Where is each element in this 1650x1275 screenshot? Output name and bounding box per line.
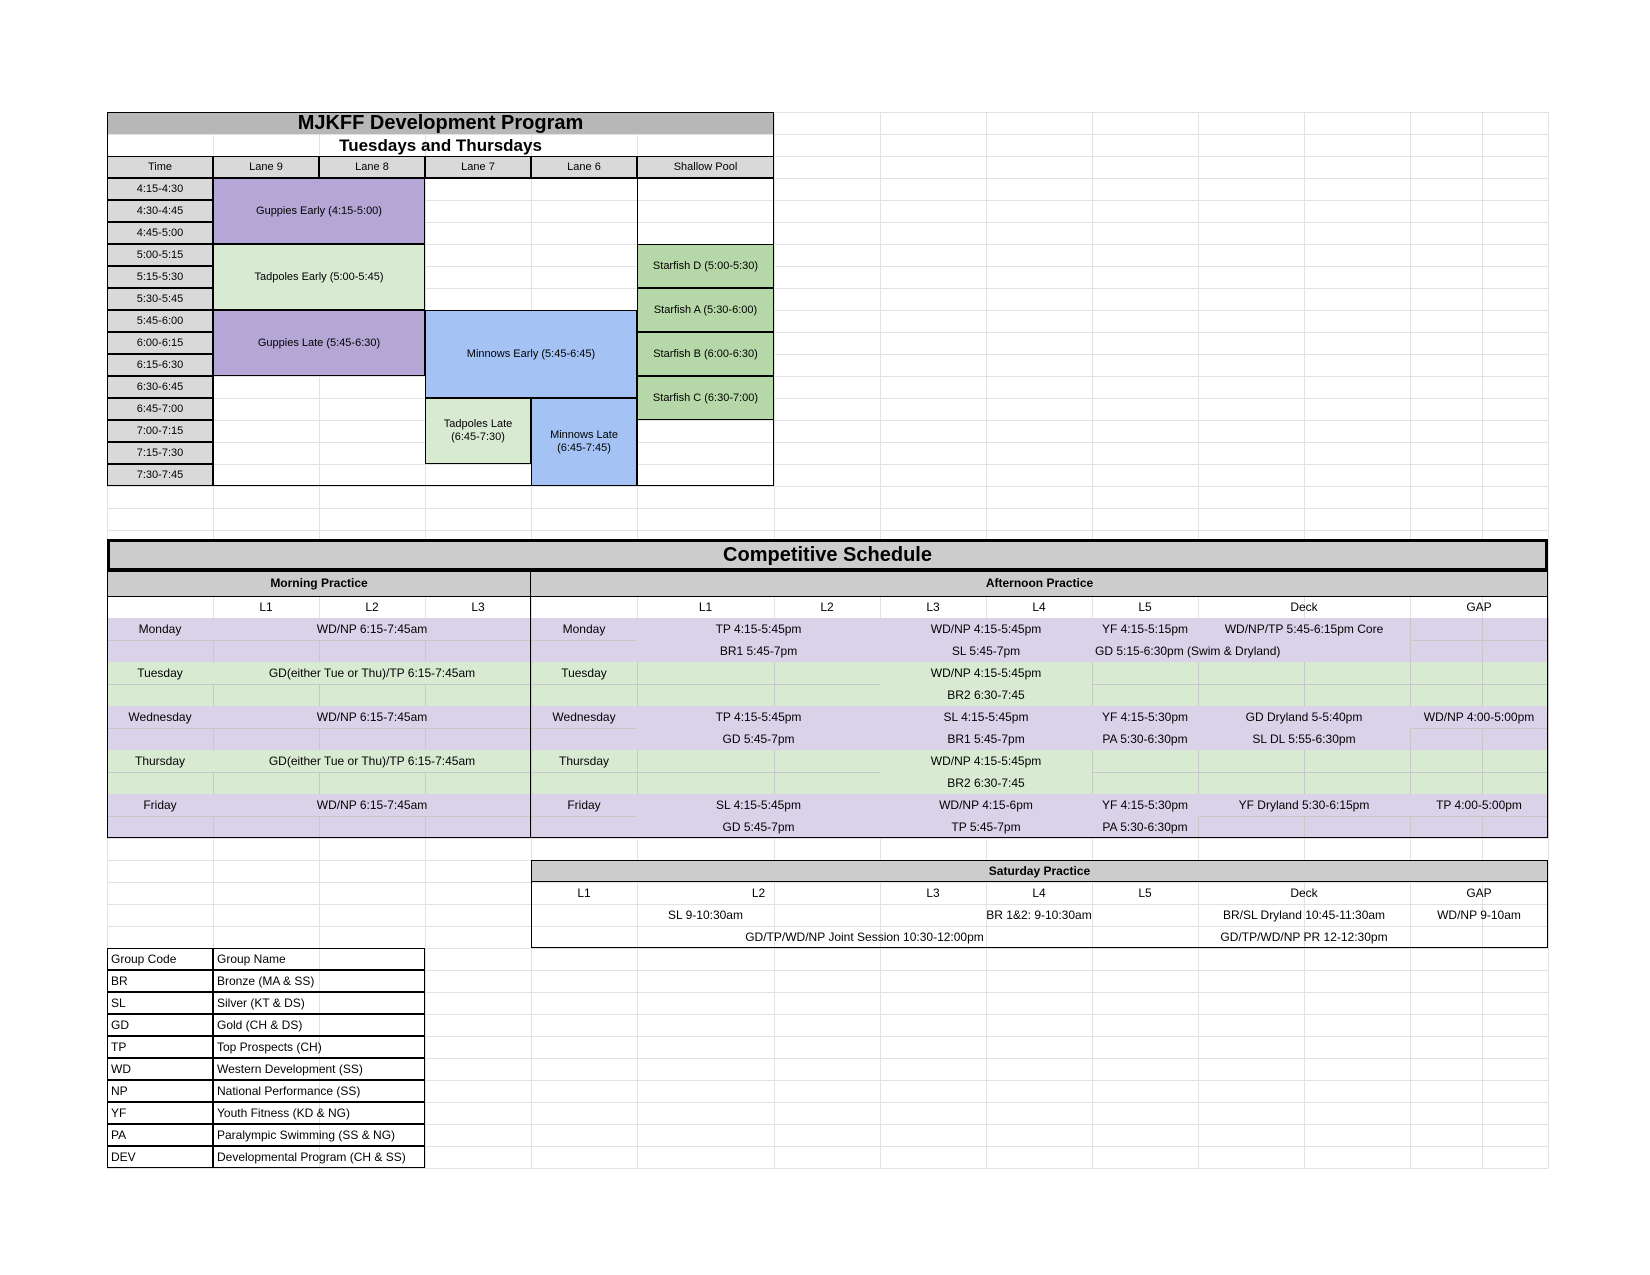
session[interactable]: WD/NP 4:15-5:45pm [880,662,1092,684]
time-slot[interactable]: 5:15-5:30 [107,266,213,288]
gridline [107,442,1548,443]
morning-session[interactable]: WD/NP 6:15-7:45am [213,618,531,640]
legend-code[interactable]: NP [107,1080,213,1102]
afternoon-col-header[interactable]: L3 [926,599,940,614]
session[interactable]: PA 5:30-6:30pm [1092,728,1198,750]
session[interactable]: TP 4:15-5:45pm [637,618,880,640]
time-slot[interactable]: 6:45-7:00 [107,398,213,420]
legend-code[interactable]: BR [107,970,213,992]
time-slot[interactable]: 6:00-6:15 [107,332,213,354]
morning-col-header[interactable]: L3 [471,599,485,614]
header-time[interactable]: Time [107,156,213,178]
saturday-session[interactable]: BR/SL Dryland 10:45-11:30am [1222,907,1386,922]
tadpoles-early-block[interactable]: Tadpoles Early (5:00-5:45) [213,244,425,310]
morning-day-label[interactable]: Wednesday [128,709,192,724]
saturday-practice-header[interactable]: Saturday Practice [531,860,1548,882]
legend-code[interactable]: SL [107,992,213,1014]
guppies-early-block[interactable]: Guppies Early (4:15-5:00) [213,178,425,244]
session[interactable]: SL 4:15-5:45pm [880,706,1092,728]
legend-code[interactable]: PA [107,1124,213,1146]
saturday-session[interactable]: BR 1&2: 9-10:30am [986,907,1092,922]
header-shallow-pool[interactable]: Shallow Pool [637,156,774,178]
morning-col-header[interactable]: L2 [365,599,379,614]
header-lane-8[interactable]: Lane 8 [319,156,425,178]
session[interactable]: GD 5:15-6:30pm (Swim & Dryland) [1092,640,1410,662]
time-slot[interactable]: 7:30-7:45 [107,464,213,486]
time-slot[interactable]: 7:00-7:15 [107,420,213,442]
header-lane-7[interactable]: Lane 7 [425,156,531,178]
gridline [1548,662,1549,706]
morning-day-label[interactable]: Thursday [134,753,186,768]
legend-code[interactable]: YF [107,1102,213,1124]
gridline [107,838,1548,839]
minnows-early-block[interactable]: Minnows Early (5:45-6:45) [425,310,637,398]
legend-name[interactable]: Bronze (MA & SS) [213,970,425,992]
time-slot[interactable]: 6:15-6:30 [107,354,213,376]
legend-name[interactable]: Silver (KT & DS) [213,992,425,1014]
morning-session[interactable]: GD(either Tue or Thu)/TP 6:15-7:45am [213,750,531,772]
session[interactable]: BR2 6:30-7:45 [880,772,1092,794]
legend-header-code[interactable]: Group Code [107,948,213,970]
starfish-d-block[interactable]: Starfish D (5:00-5:30) [637,244,774,288]
saturday-col-header[interactable]: L5 [1138,885,1152,900]
session[interactable]: YF Dryland 5:30-6:15pm [1198,794,1410,816]
gridline [1548,794,1549,838]
session[interactable]: YF 4:15-5:15pm [1092,618,1198,640]
afternoon-practice-header[interactable]: Afternoon Practice [531,571,1548,596]
time-slot[interactable]: 4:15-4:30 [107,178,213,200]
session[interactable]: WD/NP 4:15-6pm [880,794,1092,816]
guppies-late-block[interactable]: Guppies Late (5:45-6:30) [213,310,425,376]
gridline [107,398,1548,399]
saturday-col-header[interactable]: L1 [577,885,591,900]
morning-day-label[interactable]: Tuesday [137,665,183,680]
morning-practice-header[interactable]: Morning Practice [107,571,531,596]
session[interactable]: GD 5:45-7pm [637,816,880,838]
afternoon-day-label[interactable]: Wednesday [552,709,616,724]
legend-code[interactable]: DEV [107,1146,213,1168]
morning-session[interactable]: WD/NP 6:15-7:45am [213,706,531,728]
saturday-col-header[interactable]: Deck [1290,885,1318,900]
afternoon-col-header[interactable]: L4 [1032,599,1046,614]
gridline [1548,618,1549,662]
afternoon-col-header[interactable]: L1 [698,599,713,614]
dev-title[interactable]: MJKFF Development Program [107,112,774,134]
session[interactable]: WD/NP/TP 5:45-6:15pm Core [1198,618,1410,640]
gridline [107,530,1548,531]
time-slot[interactable]: 5:30-5:45 [107,288,213,310]
session[interactable]: SL 4:15-5:45pm [637,794,880,816]
session[interactable]: TP 4:15-5:45pm [637,706,880,728]
morning-day-label[interactable]: Friday [143,797,177,812]
header-lane-9[interactable]: Lane 9 [213,156,319,178]
competitive-title[interactable]: Competitive Schedule [107,539,1548,571]
legend-name[interactable]: Paralympic Swimming (SS & NG) [213,1124,425,1146]
session[interactable]: YF 4:15-5:30pm [1092,706,1198,728]
gridline [107,420,1548,421]
time-slot[interactable]: 4:45-5:00 [107,222,213,244]
legend-name[interactable]: National Performance (SS) [213,1080,425,1102]
gridline [1548,706,1549,750]
starfish-c-block[interactable]: Starfish C (6:30-7:00) [637,376,774,420]
starfish-a-block[interactable]: Starfish A (5:30-6:00) [637,288,774,332]
session[interactable]: YF 4:15-5:30pm [1092,794,1198,816]
afternoon-day-label[interactable]: Thursday [558,753,610,768]
header-lane-6[interactable]: Lane 6 [531,156,637,178]
session[interactable]: TP 5:45-7pm [880,816,1092,838]
dev-subtitle[interactable]: Tuesdays and Thursdays [339,135,542,155]
legend-header-name[interactable]: Group Name [213,948,425,970]
afternoon-day-label[interactable]: Friday [567,797,601,812]
session[interactable]: WD/NP 4:15-5:45pm [880,750,1092,772]
legend-code[interactable]: GD [107,1014,213,1036]
legend-name[interactable]: Top Prospects (CH) [213,1036,425,1058]
time-slot[interactable]: 4:30-4:45 [107,200,213,222]
starfish-b-block[interactable]: Starfish B (6:00-6:30) [637,332,774,376]
session[interactable]: SL 5:45-7pm [880,640,1092,662]
saturday-session[interactable]: GD/TP/WD/NP PR 12-12:30pm [1220,929,1388,944]
afternoon-col-header[interactable]: L2 [820,599,834,614]
afternoon-col-header[interactable]: L5 [1138,599,1152,614]
morning-col-header[interactable]: L1 [259,599,273,614]
time-slot[interactable]: 5:45-6:00 [107,310,213,332]
afternoon-col-header[interactable]: Deck [1290,599,1318,614]
session[interactable]: WD/NP 4:15-5:45pm [880,618,1092,640]
saturday-col-header[interactable]: GAP [1466,885,1492,900]
saturday-col-header[interactable]: L3 [926,885,940,900]
legend-name[interactable]: Youth Fitness (KD & NG) [213,1102,425,1124]
morning-session[interactable]: GD(either Tue or Thu)/TP 6:15-7:45am [213,662,531,684]
saturday-session[interactable]: SL 9-10:30am [668,907,743,922]
gridline [1548,750,1549,794]
time-slot[interactable]: 7:15-7:30 [107,442,213,464]
session[interactable]: WD/NP 4:00-5:00pm [1410,706,1548,728]
gridline [107,464,1548,465]
session[interactable]: BR1 5:45-7pm [880,728,1092,750]
legend-name[interactable]: Western Development (SS) [213,1058,425,1080]
session[interactable]: BR1 5:45-7pm [637,640,880,662]
gridline [107,486,1548,487]
gridline [107,508,1548,509]
legend-code[interactable]: WD [107,1058,213,1080]
minnows-late-block[interactable]: Minnows Late (6:45-7:45) [531,398,637,486]
session[interactable]: GD 5:45-7pm [637,728,880,750]
session[interactable]: TP 4:00-5:00pm [1410,794,1548,816]
time-slot[interactable]: 5:00-5:15 [107,244,213,266]
time-slot[interactable]: 6:30-6:45 [107,376,213,398]
saturday-col-header[interactable]: L4 [1032,885,1046,900]
afternoon-day-label[interactable]: Tuesday [561,665,607,680]
session[interactable]: BR2 6:30-7:45 [880,684,1092,706]
afternoon-day-label[interactable]: Monday [562,621,606,636]
session[interactable]: PA 5:30-6:30pm [1092,816,1198,838]
morning-day-label[interactable]: Monday [138,621,182,636]
afternoon-col-header[interactable]: GAP [1466,599,1492,614]
legend-code[interactable]: TP [107,1036,213,1058]
saturday-col-header[interactable]: L2 [751,885,766,900]
gridline [107,684,1548,685]
gridline [107,772,1548,773]
session[interactable]: SL DL 5:55-6:30pm [1198,728,1410,750]
saturday-session[interactable]: WD/NP 9-10am [1437,907,1521,922]
session[interactable]: GD Dryland 5-5:40pm [1198,706,1410,728]
legend-name[interactable]: Developmental Program (CH & SS) [213,1146,425,1168]
legend-name[interactable]: Gold (CH & DS) [213,1014,425,1036]
gridline [107,1168,1548,1169]
saturday-session[interactable]: GD/TP/WD/NP Joint Session 10:30-12:00pm [745,929,984,944]
gridline [107,376,1548,377]
morning-session[interactable]: WD/NP 6:15-7:45am [213,794,531,816]
tadpoles-late-block[interactable]: Tadpoles Late (6:45-7:30) [425,398,531,464]
